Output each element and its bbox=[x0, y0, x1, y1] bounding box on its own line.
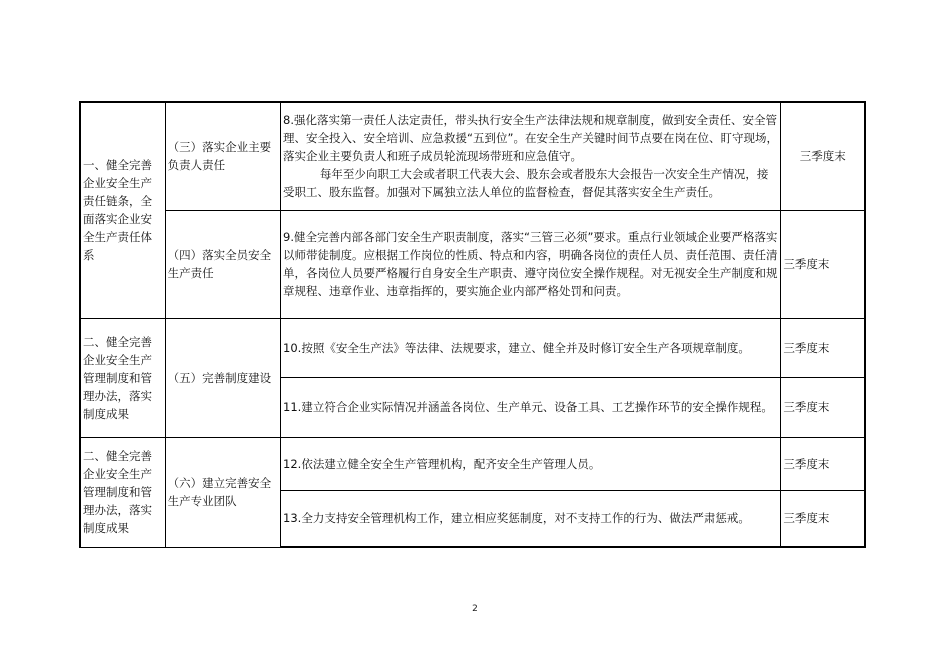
requirement-paragraph: 13.全力支持安全管理机构工作，建立相应奖惩制度，对不支持工作的行为、做法严肃惩戒。 bbox=[283, 511, 750, 526]
requirement-paragraph: 11.建立符合企业实际情况并涵盖各岗位、生产单元、设备工具、工艺操作环节的安全操作规程。 bbox=[283, 400, 773, 414]
table-row bbox=[80, 437, 865, 490]
category-cell: 二、健全完善企业安全生产管理制度和管理办法，落实制度成果 bbox=[80, 437, 165, 547]
page-number: 2 bbox=[472, 604, 478, 614]
deadline-cell: 三季度末 bbox=[781, 318, 865, 377]
deadline-cell: 三季度末 bbox=[781, 437, 865, 490]
deadline-cell: 三季度末 bbox=[781, 377, 865, 437]
table-row bbox=[80, 210, 865, 318]
deadline-cell: 三季度末 bbox=[781, 490, 865, 547]
requirement-cell bbox=[281, 437, 781, 490]
table-row bbox=[80, 318, 865, 377]
requirement-paragraph: 9.健全完善内部各部门安全生产职责制度，落实“三管三必须”要求。重点行业领域企业要严格落实以师带徒制度。应根据工作岗位的性质、特点和内容，明确各岗位的责任人员、责任范围、责任清单，各岗位人员要严格履行自身安全生产职责、遵守岗位安全操作规程。对无视安全生产制度和规章规程、违章作业、违章指挥的，要实施企业内部严格处罚和问责。 bbox=[283, 230, 778, 298]
requirement-paragraph: 8.强化落实第一责任人法定责任，带头执行安全生产法律法规和规章制度，做到安全责任、安全管理、安全投入、安全培训、应急救援“五到位”。在安全生产关键时间节点要在岗在位、盯守现场，落实企业主要负责人和班子成员轮流现场带班和应急值守。 bbox=[283, 113, 778, 164]
subitem-cell: （三）落实企业主要负责人责任 bbox=[165, 102, 280, 210]
category-cell: 二、健全完善企业安全生产管理制度和管理办法，落实制度成果 bbox=[80, 318, 165, 437]
requirement-cell bbox=[281, 102, 781, 210]
table-row bbox=[80, 102, 865, 210]
requirement-paragraph: 10.按照《安全生产法》等法律、法规要求，建立、健全并及时修订安全生产各项规章制度。 bbox=[283, 340, 750, 355]
subitem-cell: （五）完善制度建设 bbox=[165, 318, 280, 437]
requirement-cell bbox=[281, 490, 781, 547]
deadline-cell: 三季度末 bbox=[781, 102, 865, 210]
requirement-cell bbox=[281, 318, 781, 377]
deadline-cell: 三季度末 bbox=[781, 210, 865, 318]
requirement-cell bbox=[281, 377, 781, 437]
requirement-paragraph: 12.依法建立健全安全生产管理机构，配齐安全生产管理人员。 bbox=[283, 456, 601, 471]
subitem-cell: （四）落实全员安全生产责任 bbox=[165, 210, 280, 318]
requirement-cell bbox=[281, 210, 781, 318]
task-table bbox=[79, 101, 866, 548]
category-cell: 一、健全完善企业安全生产责任链条，全面落实企业安全生产责任体系 bbox=[80, 102, 165, 318]
requirement-paragraph: 每年至少向职工大会或者职工代表大会、股东会或者股东大会报告一次安全生产情况，接受职工、股东监督。加强对下属独立法人单位的监督检查，督促其落实安全生产责任。 bbox=[283, 167, 769, 200]
subitem-cell: （六）建立完善安全生产专业团队 bbox=[165, 437, 280, 547]
